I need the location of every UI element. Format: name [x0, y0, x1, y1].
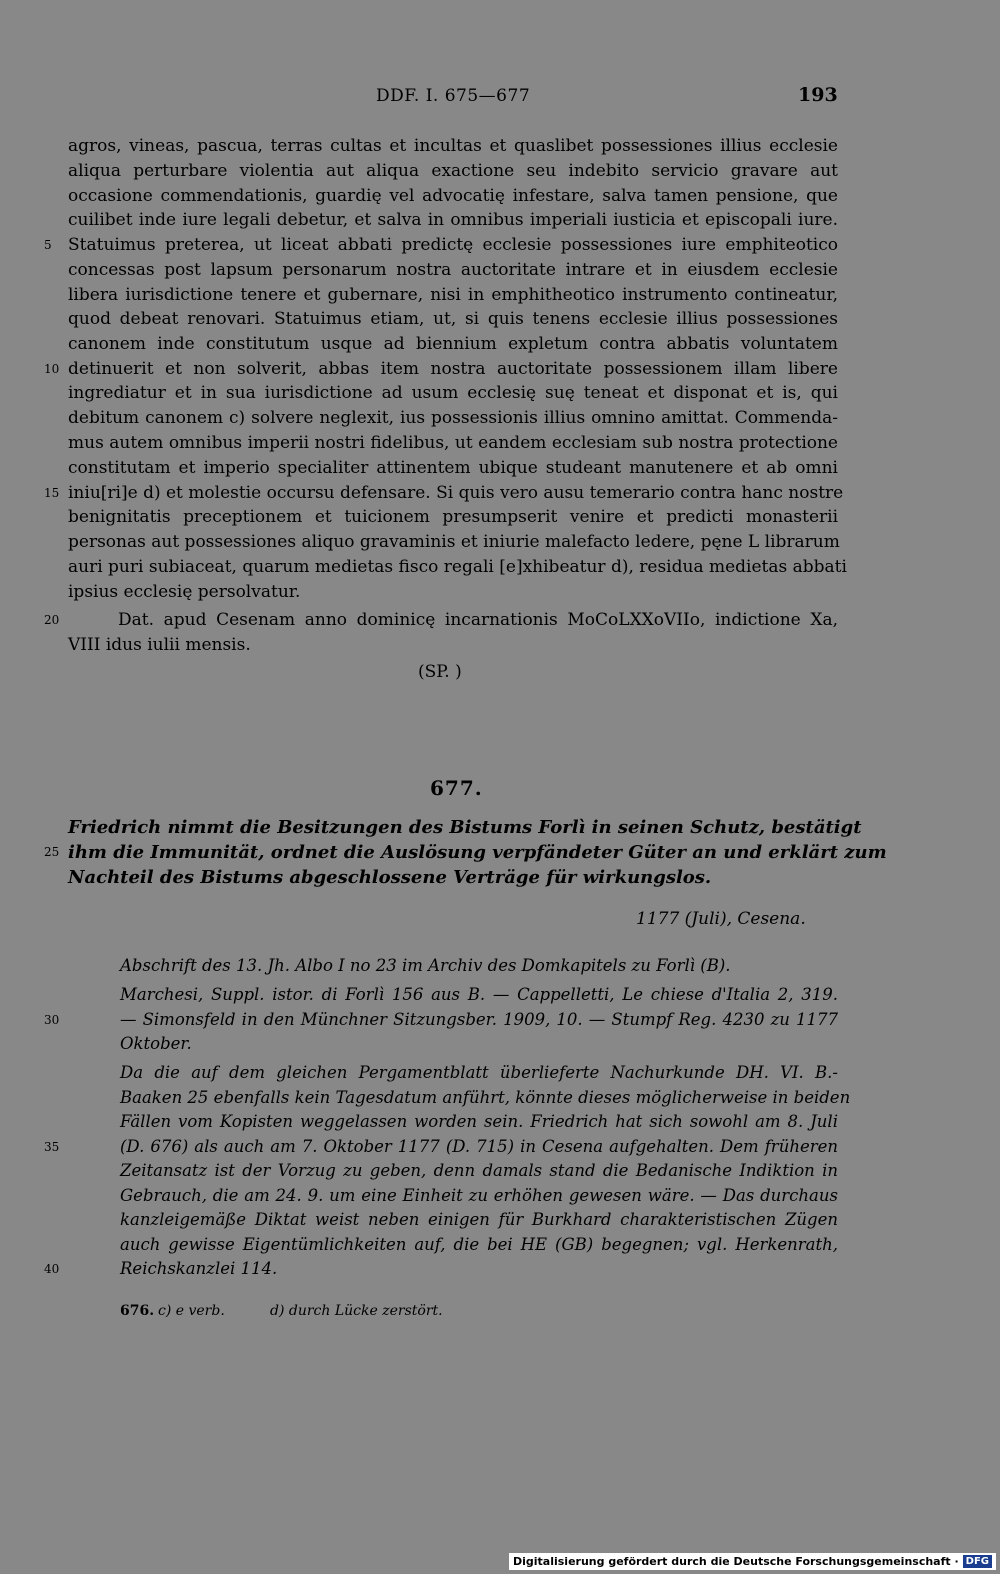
summary-line: ihm die Immunität, ordnet die Auslösung verpfändeter Güter an und erklärt zum: [68, 842, 887, 863]
summary-line: Nachteil des Bistums abgeschlossene Verträge für wirkungslos.: [68, 867, 712, 888]
footnote-c: c) e verb.: [158, 1303, 225, 1319]
line-number: 10: [44, 362, 60, 376]
text-line: cuilibet inde iure legali debetur, et salva in omnibus imperiali iusticia et episcopali iure.: [68, 210, 838, 230]
line-number: 25: [44, 845, 60, 859]
source-line: Oktober.: [120, 1034, 192, 1053]
summary-line: Friedrich nimmt die Besitzungen des Bistums Forlì in seinen Schutz, bestätigt: [68, 817, 862, 838]
source-line: auch gewisse Eigentümlichkeiten auf, die bei HE (GB) begegnen; vgl. Herkenrath,: [120, 1235, 838, 1254]
source-line: — Simonsfeld in den Münchner Sitzungsber. 1909, 10. — Stumpf Reg. 4230 zu 1177: [120, 1010, 838, 1029]
dating-line: Dat. apud Cesenam anno dominicę incarnationis MoCoLXXoVIIo, indictione Xa,: [118, 610, 838, 630]
footnote-d: d) durch Lücke zerstört.: [270, 1303, 443, 1319]
line-number: 35: [44, 1140, 60, 1154]
source-line: Fällen vom Kopisten weggelassen worden sein. Friedrich hat sich sowohl am 8. Juli: [120, 1112, 838, 1131]
text-line: ipsius ecclesię persolvatur.: [68, 582, 301, 602]
funding-text: Digitalisierung gefördert durch die Deutsche Forschungsgemeinschaft ·: [512, 1555, 959, 1568]
text-line: iniu[ri]e d) et molestie occursu defensare. Si quis vero ausu temerario contra hanc nostre: [68, 483, 844, 503]
date-place: 1177 (Juli), Cesena.: [636, 909, 806, 929]
source-line: Marchesi, Suppl. istor. di Forlì 156 aus B. — Cappelletti, Le chiese d'Italia 2, 319.: [120, 985, 838, 1004]
text-line: ingrediatur et in sua iurisdictione ad usum ecclesię suę teneat et disponat et is, qui: [68, 383, 838, 403]
text-line: auri puri subiaceat, quarum medietas fisco regali [e]xhibeatur d), residua medietas abbati: [68, 557, 847, 577]
document-number: 677.: [430, 776, 483, 800]
text-line: benignitatis preceptionem et tuicionem presumpserit venire et predicti monasterii: [68, 507, 838, 527]
page-number: 193: [798, 84, 838, 106]
text-line: detinuerit et non solverit, abbas item nostra auctoritate possessionem illam libere: [68, 359, 838, 379]
text-line: debitum canonem c) solvere neglexit, ius possessionis illius omnino amittat. Commenda-: [68, 408, 838, 428]
source-line: Gebrauch, die am 24. 9. um eine Einheit zu erhöhen gewesen wäre. — Das durchaus: [120, 1186, 838, 1205]
line-number: 40: [44, 1262, 60, 1276]
text-line: canonem inde constitutum usque ad biennium expletum contra abbatis voluntatem: [68, 334, 838, 354]
source-line: Abschrift des 13. Jh. Albo I no 23 im Archiv des Domkapitels zu Forlì (B).: [120, 956, 731, 975]
source-line: (D. 676) als auch am 7. Oktober 1177 (D. 715) in Cesena aufgehalten. Dem früheren: [120, 1137, 838, 1156]
funding-footer: [509, 1553, 996, 1570]
text-line: quod debeat renovari. Statuimus etiam, ut, si quis tenens ecclesie illius possessiones: [68, 309, 838, 329]
text-line: constitutam et imperio specialiter attinentem ubique studeant manutenere et ab omni: [68, 458, 838, 478]
dating-line: VIII idus iulii mensis.: [68, 635, 251, 655]
line-number: 20: [44, 613, 60, 627]
text-line: personas aut possessiones aliquo gravaminis et iniurie malefacto ledere, pęne L librarum: [68, 532, 840, 552]
text-line: libera iurisdictione tenere et gubernare, nisi in emphitheotico instrumento contineatur,: [68, 285, 838, 305]
source-line: Da die auf dem gleichen Pergamentblatt überlieferte Nachurkunde DH. VI. B.-: [120, 1063, 838, 1082]
text-line: Statuimus preterea, ut liceat abbati predictę ecclesie possessiones iure emphiteotico: [68, 235, 838, 255]
seal-note: (SP. ): [418, 662, 462, 682]
text-line: mus autem omnibus imperii nostri fidelibus, ut eandem ecclesiam sub nostra protectione: [68, 433, 838, 453]
source-line: kanzleigemäße Diktat weist neben einigen für Burkhard charakteristischen Zügen: [120, 1210, 838, 1229]
running-header: DDF. I. 675—677: [376, 86, 531, 106]
text-line: aliqua perturbare violentia aut aliqua exactione seu indebito servicio gravare aut: [68, 161, 838, 181]
line-number: 5: [44, 238, 52, 252]
source-line: Baaken 25 ebenfalls kein Tagesdatum anführt, könnte dieses möglicherweise in beiden: [120, 1088, 851, 1107]
dfg-logo: DFG: [963, 1555, 992, 1568]
text-line: concessas post lapsum personarum nostra auctoritate intrare et in eiusdem ecclesie: [68, 260, 838, 280]
text-line: agros, vineas, pascua, terras cultas et incultas et quaslibet possessiones illius ecclesie: [68, 136, 838, 156]
line-number: 15: [44, 486, 60, 500]
footnote-doc-ref: 676.: [120, 1303, 155, 1319]
source-line: Zeitansatz ist der Vorzug zu geben, denn damals stand die Bedanische Indiktion in: [120, 1161, 838, 1180]
source-line: Reichskanzlei 114.: [120, 1259, 278, 1278]
text-line: occasione commendationis, guardię vel advocatię infestare, salva tamen pensione, que: [68, 186, 838, 206]
line-number: 30: [44, 1013, 60, 1027]
